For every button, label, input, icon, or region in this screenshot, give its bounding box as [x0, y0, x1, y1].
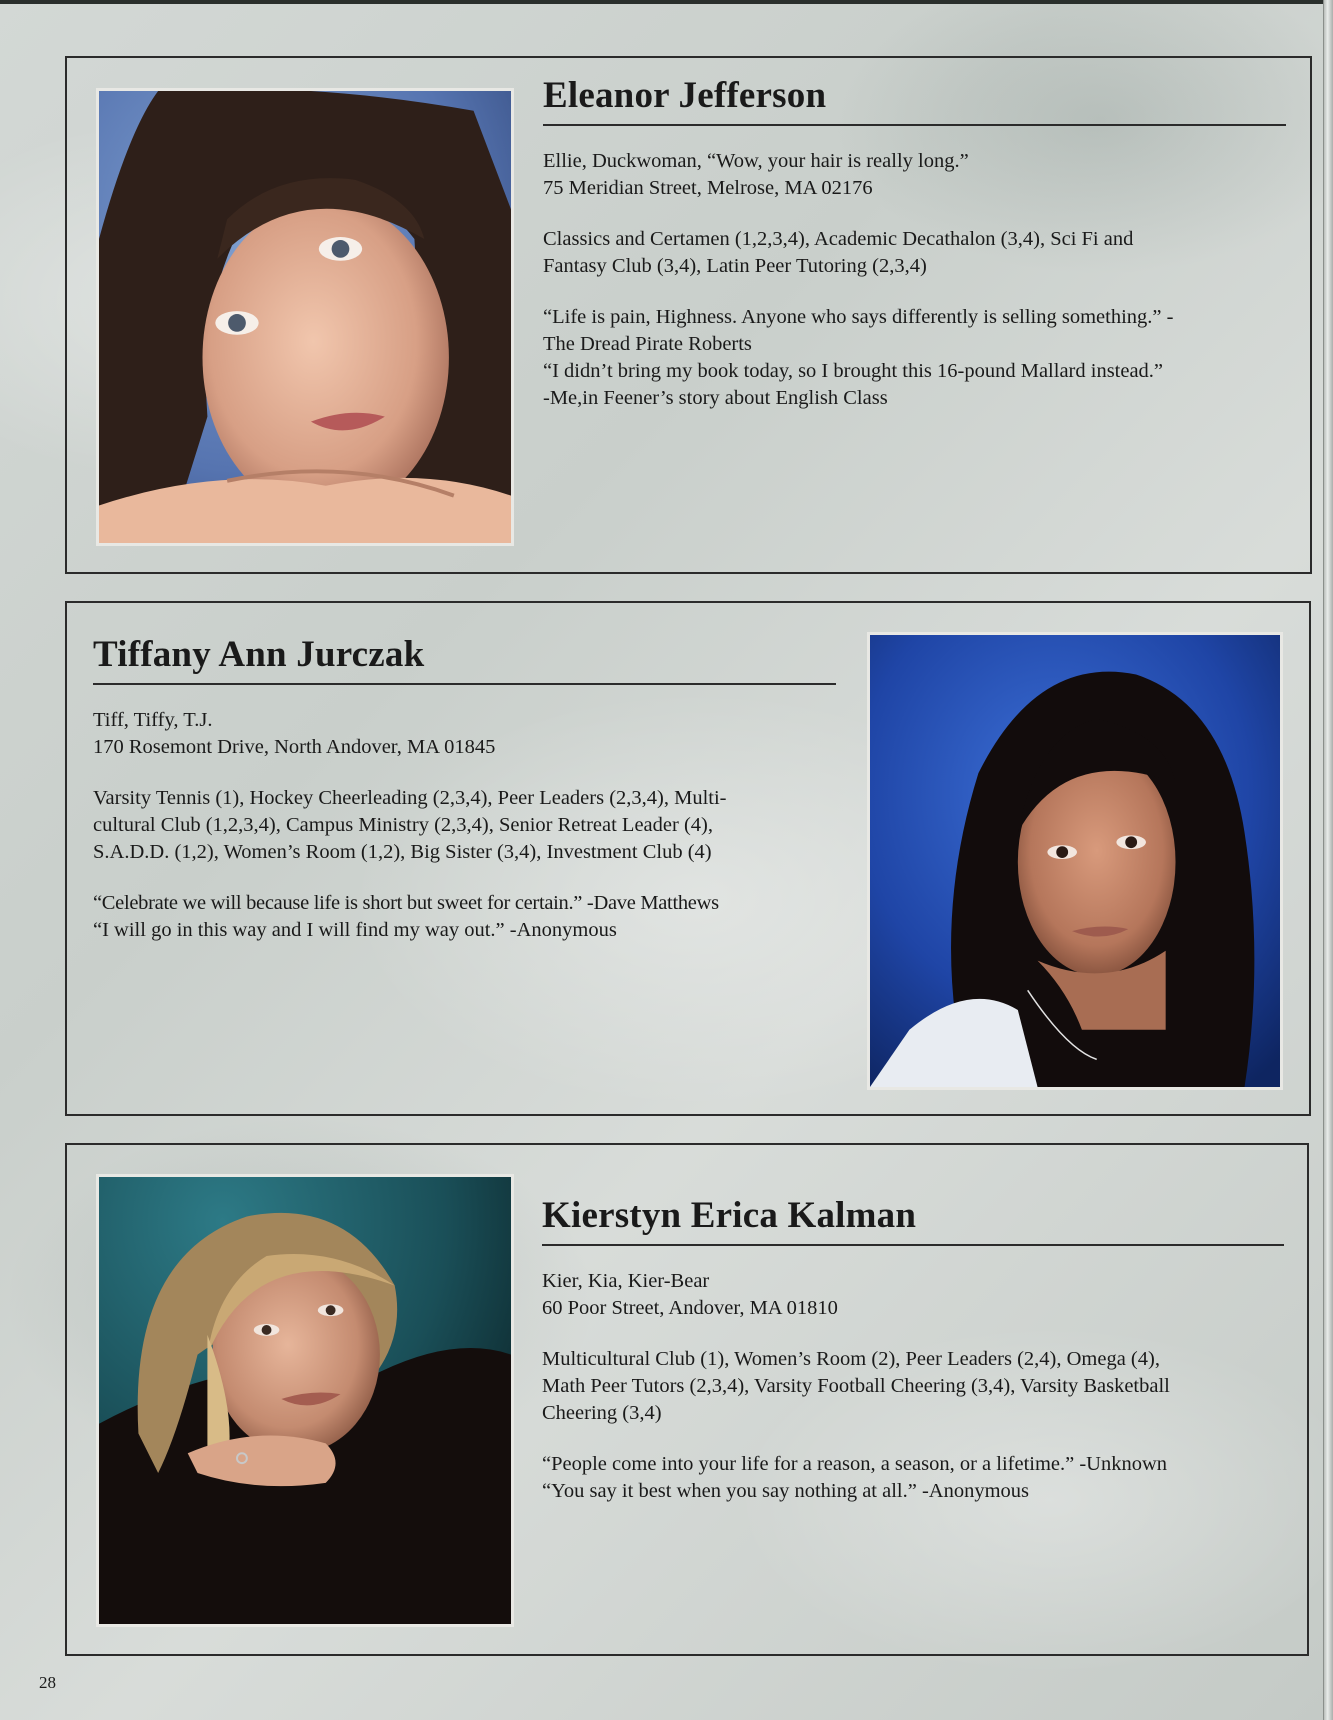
student-address: 170 Rosemont Drive, North Andover, MA 01845	[93, 736, 496, 758]
student-address: 75 Meridian Street, Melrose, MA 02176	[543, 177, 873, 199]
quote-line: “People come into your life for a reason, a season, or a lifetime.” -Unknown	[542, 1453, 1168, 1475]
activities-line: Varsity Tennis (1), Hockey Cheerleading (2,3,4), Peer Leaders (2,3,4), Multi-	[93, 787, 727, 809]
student-name: Eleanor Jefferson	[543, 74, 1286, 126]
activities-line: cultural Club (1,2,3,4), Campus Ministry (2,3,4), Senior Retreat Leader (4),	[93, 814, 713, 836]
student-card-tiffany-ann-jurczak	[65, 601, 1311, 1116]
student-activities	[542, 1346, 1284, 1427]
quote-line: “You say it best when you say nothing at all.” -Anonymous	[542, 1480, 1030, 1502]
activities-line: S.A.D.D. (1,2), Women’s Room (1,2), Big Sister (3,4), Investment Club (4)	[93, 841, 712, 863]
student-nickname: Tiff, Tiffy, T.J.	[93, 709, 213, 731]
quote-line: “I didn’t bring my book today, so I brought this 16-pound Mallard instead.”	[543, 360, 1164, 382]
student-portrait-photo	[96, 1174, 514, 1627]
student-quotes	[93, 890, 836, 944]
page-binding-edge	[1323, 0, 1333, 1720]
student-nickname-and-address	[542, 1268, 1284, 1322]
student-name: Tiffany Ann Jurczak	[93, 633, 836, 685]
quote-line: The Dread Pirate Roberts	[543, 333, 752, 355]
student-nickname-and-address	[543, 148, 1286, 202]
student-quotes	[543, 304, 1286, 412]
student-name: Kierstyn Erica Kalman	[542, 1194, 1284, 1246]
activities-line: Math Peer Tutors (2,3,4), Varsity Football Cheering (3,4), Varsity Basketball	[542, 1375, 1170, 1397]
student-card-eleanor-jefferson	[65, 56, 1312, 574]
student-nickname-and-address	[93, 707, 836, 761]
student-address: 60 Poor Street, Andover, MA 01810	[542, 1297, 838, 1319]
student-quotes	[542, 1451, 1284, 1505]
page-top-edge	[0, 0, 1333, 4]
page-number: 28	[39, 1673, 56, 1692]
student-portrait-photo	[867, 632, 1283, 1090]
student-portrait-photo	[96, 88, 514, 546]
student-activities	[543, 226, 1286, 280]
quote-line: “Life is pain, Highness. Anyone who says differently is selling something.” -	[543, 306, 1174, 328]
activities-line: Cheering (3,4)	[542, 1402, 662, 1424]
student-nickname: Kier, Kia, Kier-Bear	[542, 1270, 710, 1292]
quote-line: “I will go in this way and I will find my way out.” -Anonymous	[93, 919, 617, 941]
quote-line: -Me,in Feener’s story about English Class	[543, 387, 888, 409]
student-activities	[93, 785, 836, 866]
student-nickname: Ellie, Duckwoman, “Wow, your hair is really long.”	[543, 150, 969, 172]
quote-line: “Celebrate we will because life is short but sweet for certain.” -Dave Matthews	[93, 892, 719, 914]
activities-line: Classics and Certamen (1,2,3,4), Academic Decathalon (3,4), Sci Fi and	[543, 228, 1134, 250]
student-card-kierstyn-erica-kalman	[65, 1143, 1309, 1656]
student-info	[93, 633, 836, 944]
activities-line: Fantasy Club (3,4), Latin Peer Tutoring (2,3,4)	[543, 255, 927, 277]
activities-line: Multicultural Club (1), Women’s Room (2), Peer Leaders (2,4), Omega (4),	[542, 1348, 1160, 1370]
student-info	[542, 1194, 1284, 1505]
student-info	[543, 74, 1286, 412]
